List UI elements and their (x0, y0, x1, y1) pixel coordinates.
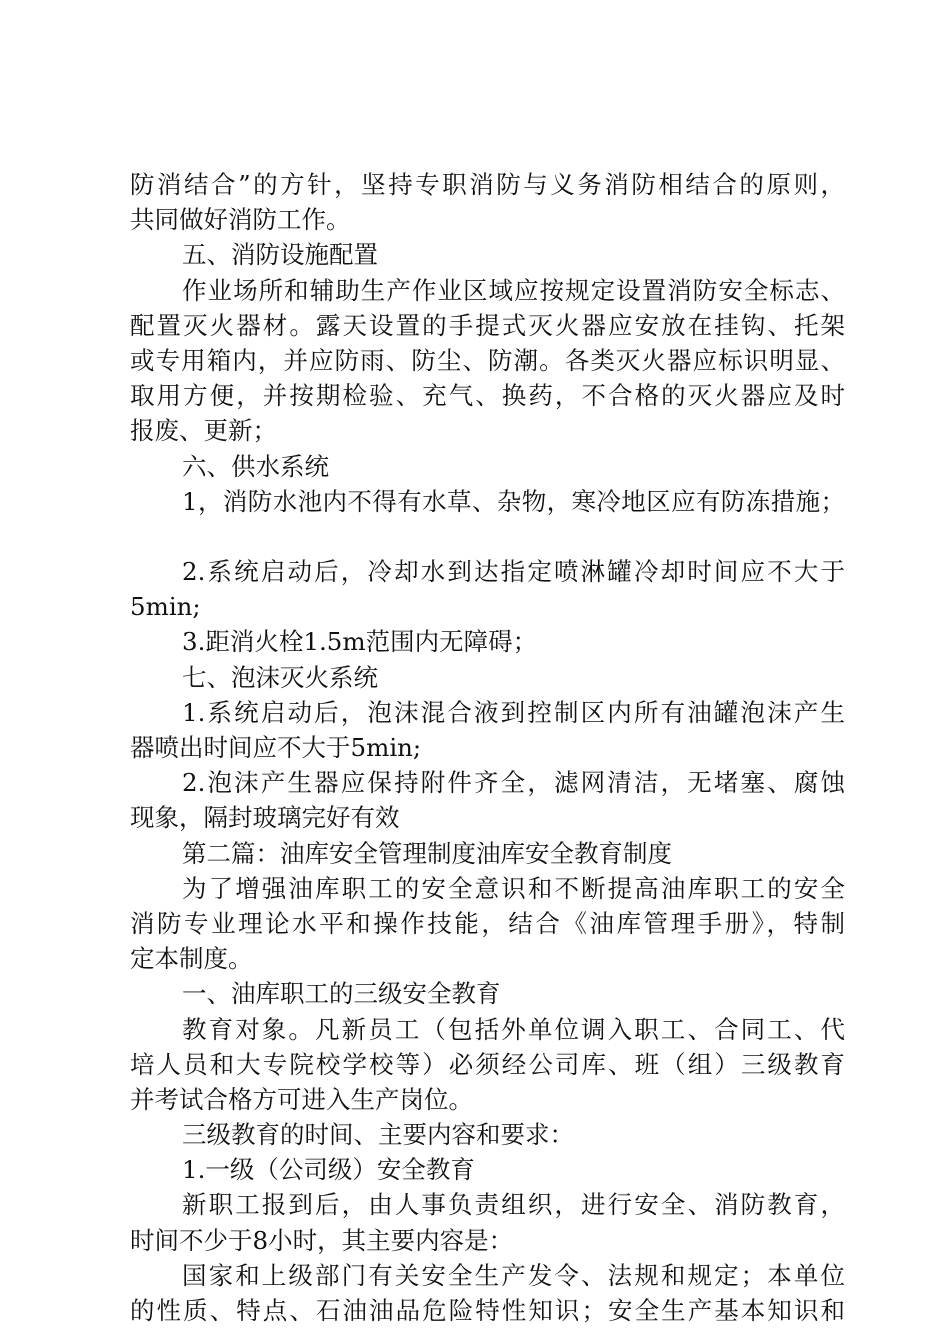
text-line: 定本制度。 (130, 944, 253, 974)
text-line: 五、消防设施配置 (182, 240, 378, 270)
text-line: 七、泡沫灭火系统 (182, 662, 378, 692)
text-line: 防消结合”的方针，坚持专职消防与义务消防相结合的原则， (130, 170, 845, 199)
text-line: 第二篇：油库安全管理制度油库安全教育制度 (182, 838, 672, 868)
text-line: 现象，隔封玻璃完好有效 (130, 803, 400, 833)
blank-line (130, 519, 845, 554)
text-line: 国家和上级部门有关安全生产发令、法规和规定；本单位 (182, 1260, 845, 1290)
text-line: 器喷出时间应不大于5min; (130, 733, 422, 762)
text-line: 2.泡沫产生器应保持附件齐全，滤网清洁，无堵塞、腐蚀 (182, 768, 845, 798)
text-line: 三级教育的时间、主要内容和要求： (182, 1120, 574, 1150)
text-line: 消防专业理论水平和操作技能，结合《油库管理手册》，特制 (130, 908, 845, 938)
text-line: 1.系统启动后，泡沫混合液到控制区内所有油罐泡沫产生 (182, 697, 845, 727)
text-line: 1，消防水池内不得有水草、杂物，寒冷地区应有防冻措施； (182, 486, 845, 516)
text-line: 为了增强油库职工的安全意识和不断提高油库职工的安全 (182, 873, 845, 903)
text-line: 新职工报到后，由人事负责组织，进行安全、消防教育， (182, 1190, 845, 1220)
text-line: 配置灭火器材。露天设置的手提式灭火器应安放在挂钩、托架 (130, 310, 845, 340)
text-line: 的性质、特点、石油油品危险特性知识；安全生产基本知识和 (130, 1296, 845, 1325)
text-line: 或专用箱内，并应防雨、防尘、防潮。各类灭火器应标识明显、 (130, 345, 845, 375)
text-line: 时间不少于8小时，其主要内容是： (130, 1225, 514, 1255)
text-line: 2.系统启动后，冷却水到达指定喷淋罐冷却时间应不大于 (182, 557, 845, 587)
document-body (130, 167, 845, 1328)
text-line: 5min; (130, 592, 201, 622)
text-line: 培人员和大专院校学校等）必须经公司库、班（组）三级教育 (130, 1049, 845, 1079)
text-line: 六、供水系统 (182, 451, 329, 481)
text-line: 共同做好消防工作。 (130, 205, 351, 235)
text-line: 并考试合格方可进入生产岗位。 (130, 1084, 473, 1114)
text-line: 1.一级（公司级）安全教育 (182, 1155, 475, 1185)
text-line: 一、油库职工的三级安全教育 (182, 979, 501, 1009)
text-line: 作业场所和辅助生产作业区域应按规定设置消防安全标志、 (182, 275, 845, 305)
text-line: 取用方便，并按期检验、充气、换药，不合格的灭火器应及时 (130, 381, 845, 411)
text-line: 3.距消火栓1.5m范围内无障碍； (182, 627, 538, 657)
text-line: 教育对象。凡新员工（包括外单位调入职工、合同工、代 (182, 1014, 845, 1044)
text-line: 报废、更新； (130, 416, 277, 446)
